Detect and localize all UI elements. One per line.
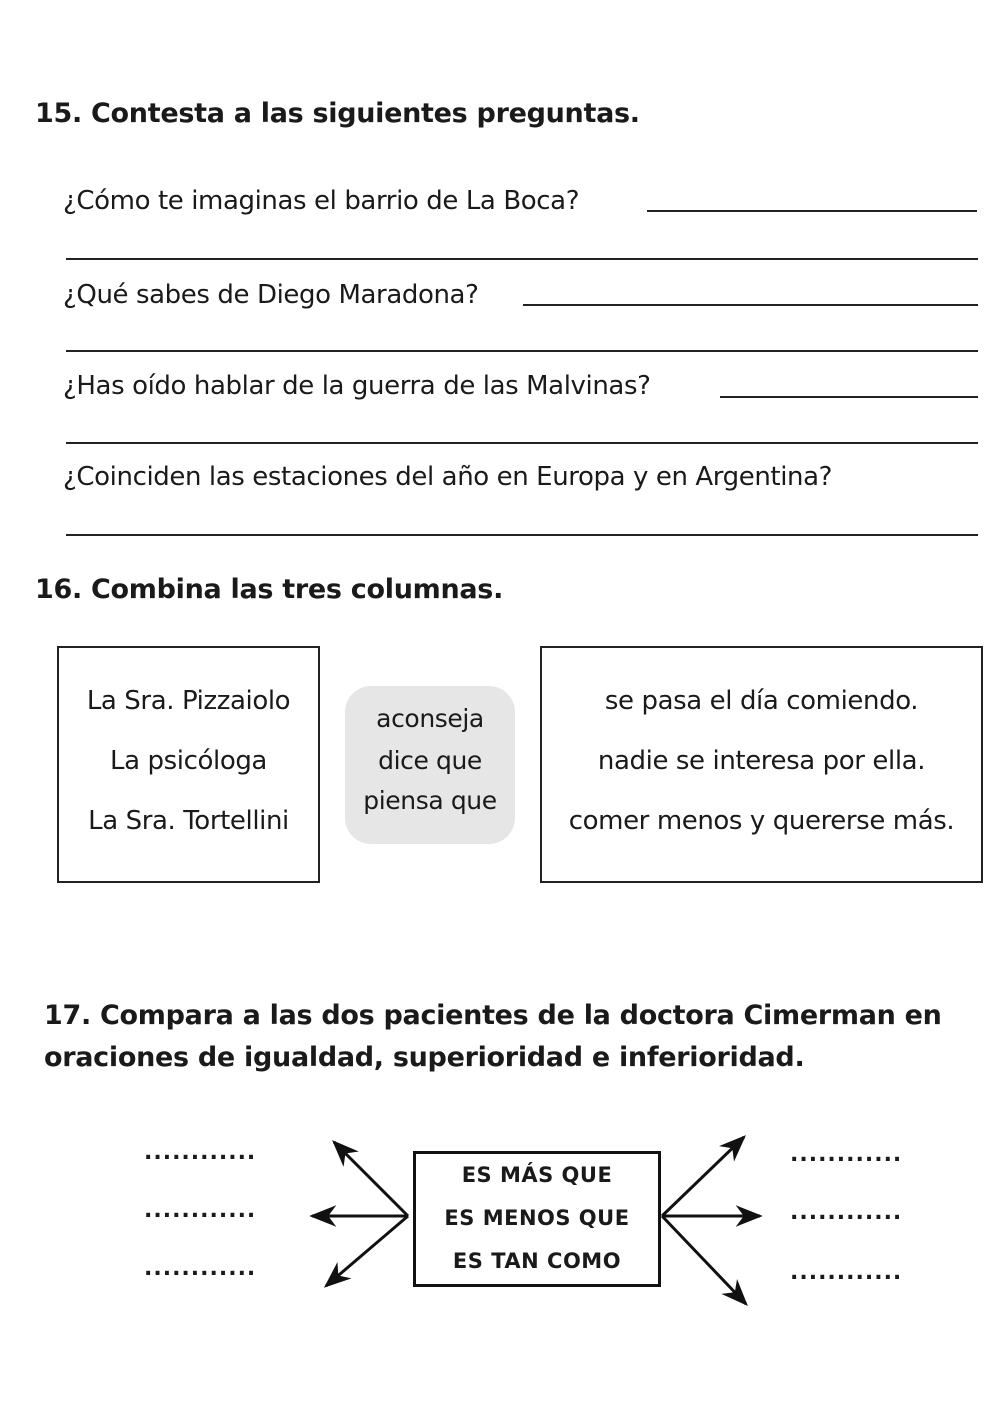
ending-item[interactable]: nadie se interesa por ella. — [597, 746, 926, 776]
blank-right-2[interactable]: ............ — [790, 1200, 903, 1225]
question-4: ¿Coinciden las estaciones del año en Europa y en Argentina? — [63, 462, 833, 492]
arrow-right-up — [662, 1137, 744, 1216]
comparison-item: ES MENOS QUE — [444, 1206, 630, 1230]
ending-item[interactable]: comer menos y quererse más. — [568, 806, 955, 836]
verb-item[interactable]: aconseja — [376, 704, 484, 733]
question-2: ¿Qué sabes de Diego Maradona? — [63, 280, 479, 310]
arrow-left-down — [326, 1216, 408, 1286]
ending-item[interactable]: se pasa el día comiendo. — [604, 686, 919, 716]
arrow-left-up — [334, 1142, 408, 1216]
subject-item[interactable]: La psicóloga — [110, 746, 267, 776]
blank-right-1[interactable]: ............ — [790, 1142, 903, 1167]
comparison-item: ES MÁS QUE — [461, 1163, 613, 1187]
blank-left-2[interactable]: ............ — [144, 1198, 257, 1223]
exercise-17-heading-line-2: oraciones de igualdad, superioridad e inferioridad. — [44, 1042, 805, 1073]
verb-item[interactable]: piensa que — [363, 786, 497, 815]
question-3: ¿Has oído hablar de la guerra de las Malvinas? — [63, 371, 651, 401]
question-1: ¿Cómo te imaginas el barrio de La Boca? — [63, 186, 580, 216]
arrow-right-down — [662, 1216, 746, 1304]
comparison-box — [413, 1151, 661, 1287]
exercise-15-heading: 15. Contesta a las siguientes preguntas. — [35, 98, 640, 129]
blank-right-3[interactable]: ............ — [790, 1260, 903, 1285]
exercise-17-heading-line-1: 17. Compara a las dos pacientes de la doctora Cimerman en — [44, 1000, 942, 1031]
blank-left-3[interactable]: ............ — [144, 1256, 257, 1281]
subject-item[interactable]: La Sra. Tortellini — [88, 806, 289, 836]
subject-item[interactable]: La Sra. Pizzaiolo — [86, 686, 291, 716]
blank-left-1[interactable]: ............ — [144, 1140, 257, 1165]
verb-item[interactable]: dice que — [378, 746, 482, 775]
exercise-16-heading: 16. Combina las tres columnas. — [35, 574, 504, 605]
comparison-item: ES TAN COMO — [452, 1249, 622, 1273]
